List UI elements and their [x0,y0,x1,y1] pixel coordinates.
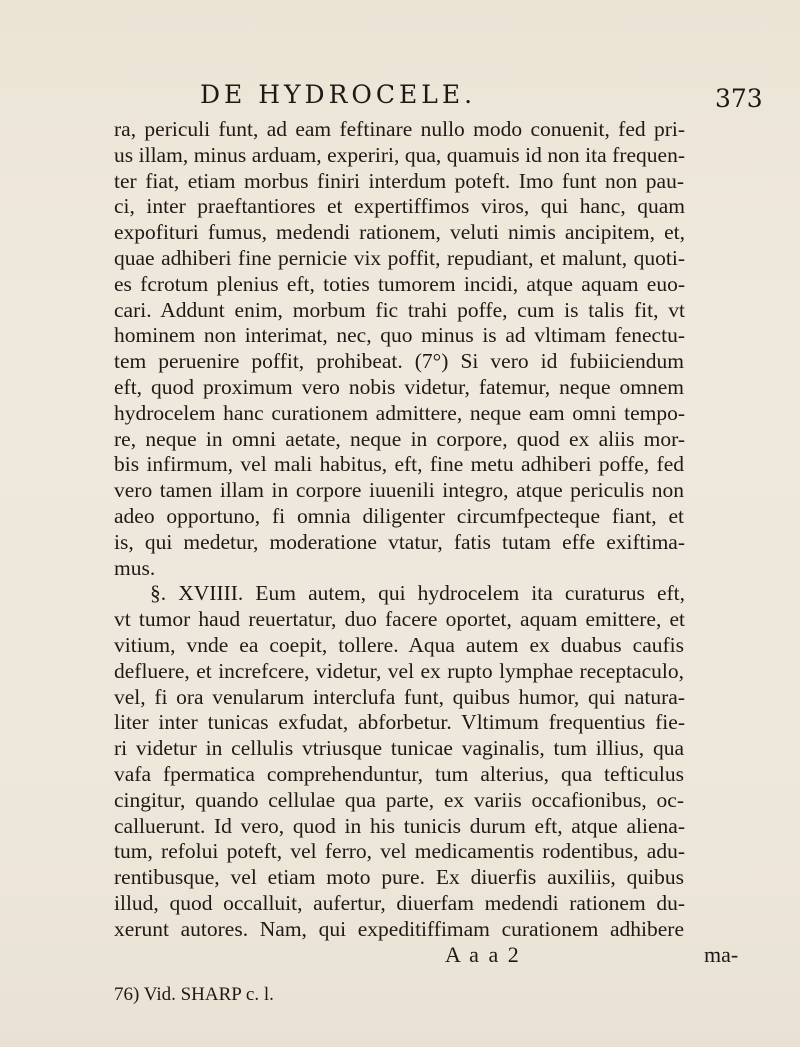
text-line: calluerunt. Id vero, quod in his tunicis durum eft, atque aliena- [114,813,685,838]
text-line: expofituri fumus, medendi rationem, veluti nimis ancipitem, et, [114,220,685,245]
catchword: ma- [704,942,739,967]
text-line: liter inter tunicas exfudat, abforbetur. Vltimum frequentius fie- [114,710,685,735]
text-line: ra, periculi funt, ad eam feftinare nullo modo conuenit, fed pri- [114,117,685,141]
text-line: hydrocelem hanc curationem admittere, neque eam omni tempo- [114,400,685,425]
text-line: defluere, et increfcere, videtur, vel ex rupto lymphae receptaculo, [114,658,684,683]
text-line: adeo opportuno, fi omnia diligenter circumfpecteque fiant, et [114,504,684,528]
signature-mark: A a a 2 [445,942,521,967]
text-line: ci, inter praeftantiores et expertiffimos viros, qui hanc, quam [114,194,685,219]
text-line: quae adhiberi fine pernicie vix poffit, repudiant, et malunt, quoti- [114,246,685,270]
text-line: vafa fpermatica comprehenduntur, tum alterius, qua tefticulus [114,762,684,786]
text-line: re, neque in omni aetate, neque in corpore, quod ex aliis mor- [114,426,685,451]
text-line: es fcrotum plenius eft, toties tumorem incidi, atque aquam euo- [114,271,685,296]
text-line: illud, quod occalluit, aufertur, diuerfam medendi rationem du- [114,891,685,915]
text-line: cingitur, quando cellulae qua parte, ex variis occafionibus, oc- [114,787,684,812]
footnote: 76) Vid. SHARP c. l. [114,984,274,1005]
text-line: vel, fi ora venularum interclufa funt, quibus humor, qui natura- [114,684,685,709]
text-line: us illam, minus arduam, experiri, qua, quamuis id non ita frequen- [114,142,685,167]
text-line: tum, refolui poteft, vel ferro, vel medicamentis rodentibus, adu- [114,839,685,864]
page-header [0,80,800,120]
catchline [0,942,800,972]
text-line: ter fiat, etiam morbus finiri interdum poteft. Imo funt non pau- [114,168,684,193]
text-line: vero tamen illam in corpore iuuenili integro, atque periculis non [114,478,684,503]
text-line: xerunt autores. Nam, qui expeditiffimam curationem adhibere [114,916,684,941]
text-line: bis infirmum, vel mali habitus, eft, fine metu adhiberi poffe, fed [114,452,684,477]
text-line: rentibusque, vel etiam moto pure. Ex diuerfis auxiliis, quibus [114,865,684,890]
section-heading-line: §. XVIIII. Eum autem, qui hydrocelem ita curaturus eft, [150,581,685,606]
text-line: cari. Addunt enim, morbum fic trahi poffe, cum is talis fit, vt [114,297,685,322]
text-line: is, qui medetur, moderatione vtatur, fatis tutam effe exiftima- [114,529,685,554]
text-line: tem peruenire poffit, prohibeat. (7°) Si vero id fubiiciendum [114,349,684,374]
page-number: 373 [715,84,763,113]
text-line: eft, quod proximum vero nobis videtur, fatemur, neque omnem [114,375,684,399]
text-line: ri videtur in cellulis vtriusque tunicae vaginalis, tum illius, qua [114,736,684,761]
text-line: vitium, vnde ea coepit, tollere. Aqua autem ex duabus caufis [114,633,684,657]
running-head: DE HYDROCELE. [200,80,477,109]
text-line: mus. [114,555,156,580]
text-line: vt tumor haud reuertatur, duo facere oportet, aquam emittere, et [114,607,685,632]
text-line: hominem non interimat, nec, quo minus is ad vltimam fenectu- [114,323,685,348]
